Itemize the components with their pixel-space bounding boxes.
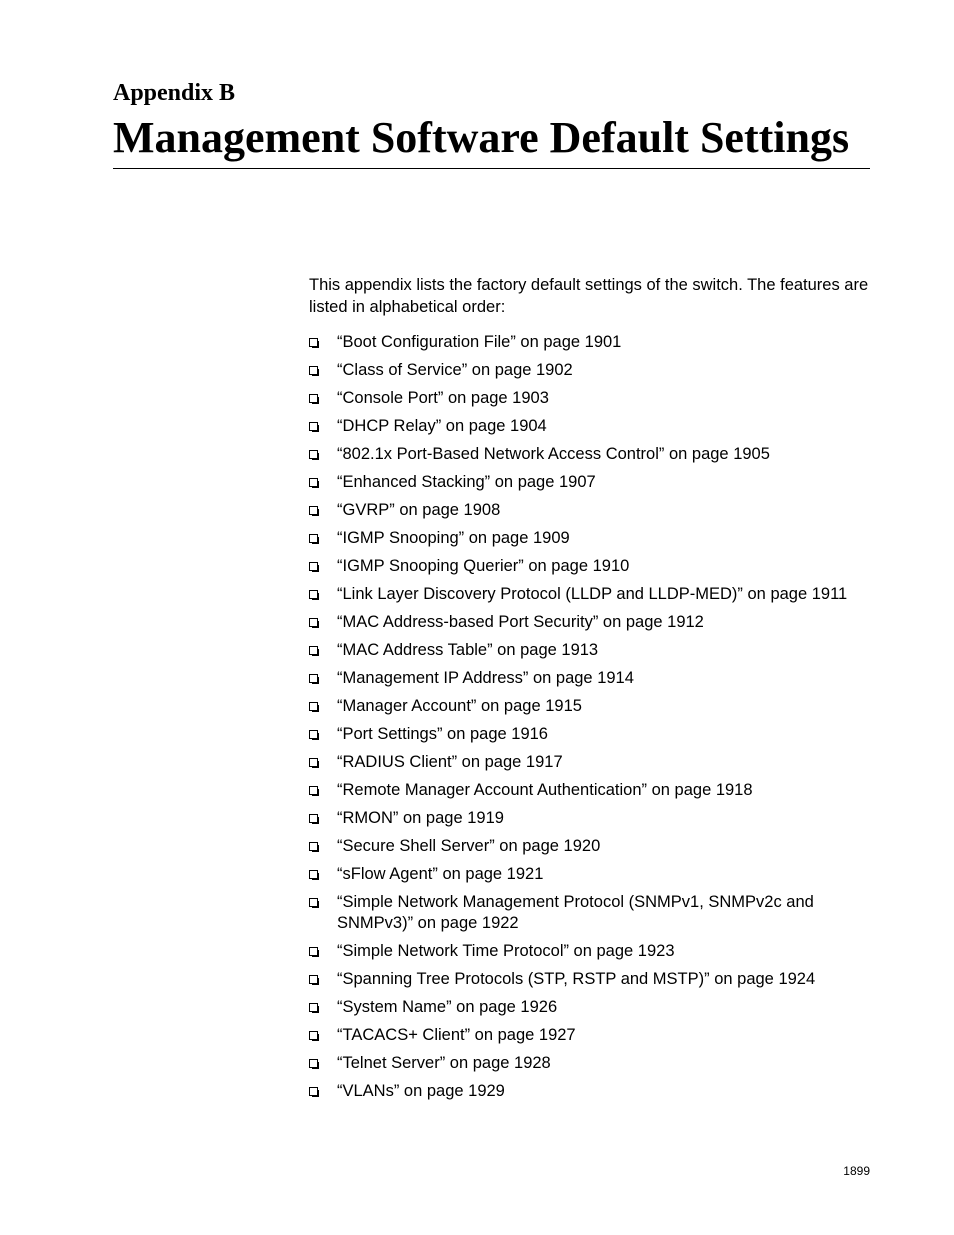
checkbox-bullet-icon bbox=[309, 758, 318, 767]
toc-item-label[interactable]: “System Name” on page 1926 bbox=[337, 998, 558, 1016]
toc-item[interactable] bbox=[309, 1081, 879, 1102]
toc-list bbox=[309, 332, 879, 1109]
appendix-label: Appendix B bbox=[113, 80, 236, 106]
checkbox-bullet-icon bbox=[309, 1003, 318, 1012]
toc-item-label[interactable]: “Simple Network Time Protocol” on page 1923 bbox=[337, 942, 675, 960]
checkbox-bullet-icon bbox=[309, 618, 318, 627]
toc-item-label[interactable]: “Console Port” on page 1903 bbox=[337, 389, 549, 407]
toc-item[interactable] bbox=[309, 1053, 879, 1074]
toc-item-label[interactable]: “Link Layer Discovery Protocol (LLDP and LLDP-MED)” on page 1911 bbox=[337, 585, 848, 603]
checkbox-bullet-icon bbox=[309, 947, 318, 956]
toc-item[interactable] bbox=[309, 444, 879, 465]
checkbox-bullet-icon bbox=[309, 898, 318, 907]
toc-item[interactable] bbox=[309, 864, 879, 885]
toc-item[interactable] bbox=[309, 472, 879, 493]
checkbox-bullet-icon bbox=[309, 338, 318, 347]
toc-item-label[interactable]: “GVRP” on page 1908 bbox=[337, 501, 501, 519]
toc-item[interactable] bbox=[309, 892, 879, 934]
toc-item-label[interactable]: “RADIUS Client” on page 1917 bbox=[337, 753, 563, 771]
checkbox-bullet-icon bbox=[309, 1059, 318, 1068]
toc-item-label[interactable]: “Boot Configuration File” on page 1901 bbox=[337, 333, 622, 351]
page-number: 1899 bbox=[843, 1164, 870, 1178]
toc-item-label[interactable]: “IGMP Snooping” on page 1909 bbox=[337, 529, 570, 547]
toc-item[interactable] bbox=[309, 997, 879, 1018]
toc-item-label[interactable]: “Secure Shell Server” on page 1920 bbox=[337, 837, 601, 855]
checkbox-bullet-icon bbox=[309, 1031, 318, 1040]
toc-item-label[interactable]: “IGMP Snooping Querier” on page 1910 bbox=[337, 557, 630, 575]
toc-item[interactable] bbox=[309, 969, 879, 990]
toc-item[interactable] bbox=[309, 360, 879, 381]
toc-item[interactable] bbox=[309, 780, 879, 801]
checkbox-bullet-icon bbox=[309, 646, 318, 655]
toc-item[interactable] bbox=[309, 416, 879, 437]
toc-item-label[interactable]: “VLANs” on page 1929 bbox=[337, 1082, 505, 1100]
checkbox-bullet-icon bbox=[309, 1087, 318, 1096]
toc-item[interactable] bbox=[309, 1025, 879, 1046]
checkbox-bullet-icon bbox=[309, 366, 318, 375]
toc-item-label[interactable]: “RMON” on page 1919 bbox=[337, 809, 504, 827]
checkbox-bullet-icon bbox=[309, 394, 318, 403]
toc-item[interactable] bbox=[309, 668, 879, 689]
toc-item-label[interactable]: “Spanning Tree Protocols (STP, RSTP and MSTP)” on page 1924 bbox=[337, 970, 816, 988]
checkbox-bullet-icon bbox=[309, 786, 318, 795]
toc-item[interactable] bbox=[309, 808, 879, 829]
checkbox-bullet-icon bbox=[309, 478, 318, 487]
toc-item-label[interactable]: “Manager Account” on page 1915 bbox=[337, 697, 582, 715]
toc-item-label[interactable]: “Management IP Address” on page 1914 bbox=[337, 669, 634, 687]
checkbox-bullet-icon bbox=[309, 842, 318, 851]
toc-item-label[interactable]: “DHCP Relay” on page 1904 bbox=[337, 417, 547, 435]
toc-item-label[interactable]: “Enhanced Stacking” on page 1907 bbox=[337, 473, 596, 491]
checkbox-bullet-icon bbox=[309, 674, 318, 683]
checkbox-bullet-icon bbox=[309, 590, 318, 599]
title-rule bbox=[113, 168, 870, 169]
toc-item[interactable] bbox=[309, 332, 879, 353]
intro-paragraph: This appendix lists the factory default settings of the switch. The features are listed in alphabetical order: bbox=[309, 276, 869, 316]
toc-item[interactable] bbox=[309, 500, 879, 521]
toc-item-label[interactable]: “sFlow Agent” on page 1921 bbox=[337, 865, 544, 883]
toc-item-label[interactable]: “TACACS+ Client” on page 1927 bbox=[337, 1026, 576, 1044]
checkbox-bullet-icon bbox=[309, 975, 318, 984]
toc-item-label[interactable]: “Simple Network Management Protocol (SNMPv1, SNMPv2c and SNMPv3)” on page 1922 bbox=[337, 893, 814, 932]
checkbox-bullet-icon bbox=[309, 506, 318, 515]
checkbox-bullet-icon bbox=[309, 730, 318, 739]
toc-item[interactable] bbox=[309, 528, 879, 549]
toc-item[interactable] bbox=[309, 584, 879, 605]
toc-item-label[interactable]: “Class of Service” on page 1902 bbox=[337, 361, 573, 379]
toc-item[interactable] bbox=[309, 612, 879, 633]
toc-item-label[interactable]: “Remote Manager Account Authentication” on page 1918 bbox=[337, 781, 753, 799]
toc-item-label[interactable]: “MAC Address Table” on page 1913 bbox=[337, 641, 599, 659]
checkbox-bullet-icon bbox=[309, 450, 318, 459]
toc-item[interactable] bbox=[309, 941, 879, 962]
toc-item[interactable] bbox=[309, 836, 879, 857]
checkbox-bullet-icon bbox=[309, 562, 318, 571]
toc-item[interactable] bbox=[309, 388, 879, 409]
page-title: Management Software Default Settings bbox=[113, 113, 850, 162]
toc-item-label[interactable]: “MAC Address-based Port Security” on page 1912 bbox=[337, 613, 704, 631]
toc-item-label[interactable]: “Port Settings” on page 1916 bbox=[337, 725, 548, 743]
checkbox-bullet-icon bbox=[309, 534, 318, 543]
toc-item-label[interactable]: “802.1x Port-Based Network Access Control” on page 1905 bbox=[337, 445, 770, 463]
toc-item-label[interactable]: “Telnet Server” on page 1928 bbox=[337, 1054, 551, 1072]
toc-item[interactable] bbox=[309, 696, 879, 717]
checkbox-bullet-icon bbox=[309, 702, 318, 711]
checkbox-bullet-icon bbox=[309, 814, 318, 823]
toc-item[interactable] bbox=[309, 752, 879, 773]
toc-item[interactable] bbox=[309, 556, 879, 577]
checkbox-bullet-icon bbox=[309, 870, 318, 879]
toc-item[interactable] bbox=[309, 640, 879, 661]
toc-item[interactable] bbox=[309, 724, 879, 745]
checkbox-bullet-icon bbox=[309, 422, 318, 431]
